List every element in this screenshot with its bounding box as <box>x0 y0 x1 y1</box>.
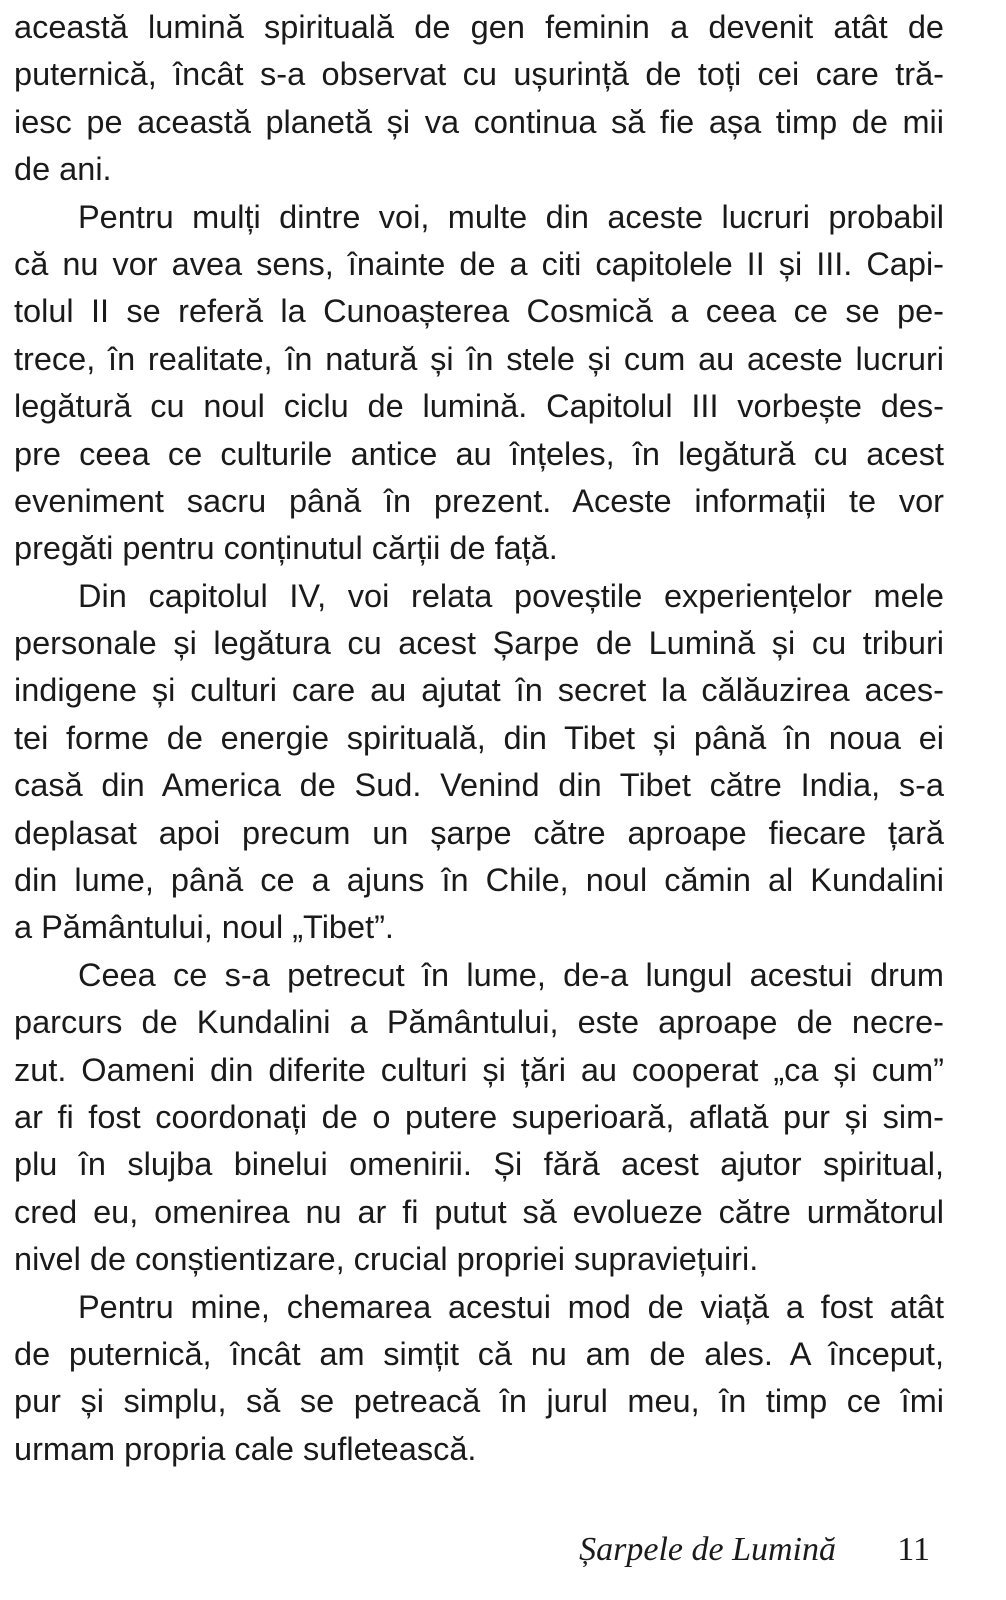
text-line: tei forme de energie spirituală, din Tibet și până în noua ei <box>14 719 944 756</box>
running-title: Șarpele de Lumină <box>579 1531 836 1568</box>
text-line: eveniment sacru până în prezent. Aceste informații te vor <box>14 482 944 519</box>
text-line: personale și legătura cu acest Șarpe de Lumină și cu triburi <box>14 625 944 662</box>
text-line: deplasat apoi precum un șarpe către aproape fiecare țară <box>14 814 944 851</box>
text-line: parcurs de Kundalini a Pământului, este aproape de necre- <box>14 1004 944 1041</box>
text-line: ar fi fost coordonați de o putere superioară, aflată pur și sim- <box>14 1098 944 1135</box>
paragraph <box>14 4 944 194</box>
text-line: Pentru mine, chemarea acestui mod de viață a fost atât <box>78 1288 944 1325</box>
text-line: că nu vor avea sens, înainte de a citi capitolele II și III. Capi- <box>14 245 944 282</box>
text-line: tolul II se referă la Cunoașterea Cosmică a ceea ce se pe- <box>14 293 944 330</box>
paragraph <box>14 1284 944 1474</box>
body-text <box>14 4 944 1473</box>
text-line: zut. Oameni din diferite culturi și țări au cooperat „ca și cum” <box>14 1051 944 1088</box>
text-line: de puternică, încât am simțit că nu am de ales. A început, <box>14 1335 944 1372</box>
text-line: nivel de conștientizare, crucial propriei supraviețuiri. <box>14 1241 759 1278</box>
text-line: a Pământului, noul „Tibet”. <box>14 909 394 946</box>
text-line: iesc pe această planetă și va continua să fie așa timp de mii <box>14 103 944 140</box>
text-line: pur și simplu, să se petreacă în jurul meu, în timp ce îmi <box>14 1383 944 1420</box>
text-line: cred eu, omenirea nu ar fi putut să evolueze către următorul <box>14 1193 944 1230</box>
text-line: urmam propria cale sufletească. <box>14 1430 477 1467</box>
text-line: legătură cu noul ciclu de lumină. Capitolul III vorbește des- <box>14 388 944 425</box>
page-number: 11 <box>897 1531 930 1568</box>
text-line: indigene și culturi care au ajutat în secret la călăuzirea aces- <box>14 672 944 709</box>
text-line: din lume, până ce a ajuns în Chile, noul cămin al Kundalini <box>14 862 944 899</box>
text-line: această lumină spirituală de gen feminin a devenit atât de <box>14 9 944 45</box>
text-line: de ani. <box>14 151 112 188</box>
paragraph <box>14 952 944 1284</box>
text-line: pregăti pentru conținutul cărții de față. <box>14 530 558 567</box>
page-footer <box>0 1520 1006 1580</box>
paragraph <box>14 194 944 573</box>
text-line: pre ceea ce culturile antice au înțeles, în legătură cu acest <box>14 435 944 472</box>
text-line: puternică, încât s-a observat cu ușurință de toți cei care tră- <box>14 56 944 93</box>
text-line: trece, în realitate, în natură și în stele și cum au aceste lucruri <box>14 340 944 377</box>
paragraph <box>14 573 944 952</box>
text-line: Din capitolul IV, voi relata poveștile experiențelor mele <box>78 577 944 614</box>
text-line: casă din America de Sud. Venind din Tibet către India, s-a <box>14 767 944 804</box>
text-line: Pentru mulți dintre voi, multe din aceste lucruri probabil <box>78 198 944 235</box>
text-line: plu în slujba binelui omenirii. Și fără acest ajutor spiritual, <box>14 1146 944 1183</box>
text-line: Ceea ce s-a petrecut în lume, de-a lungul acestui drum <box>78 956 944 993</box>
